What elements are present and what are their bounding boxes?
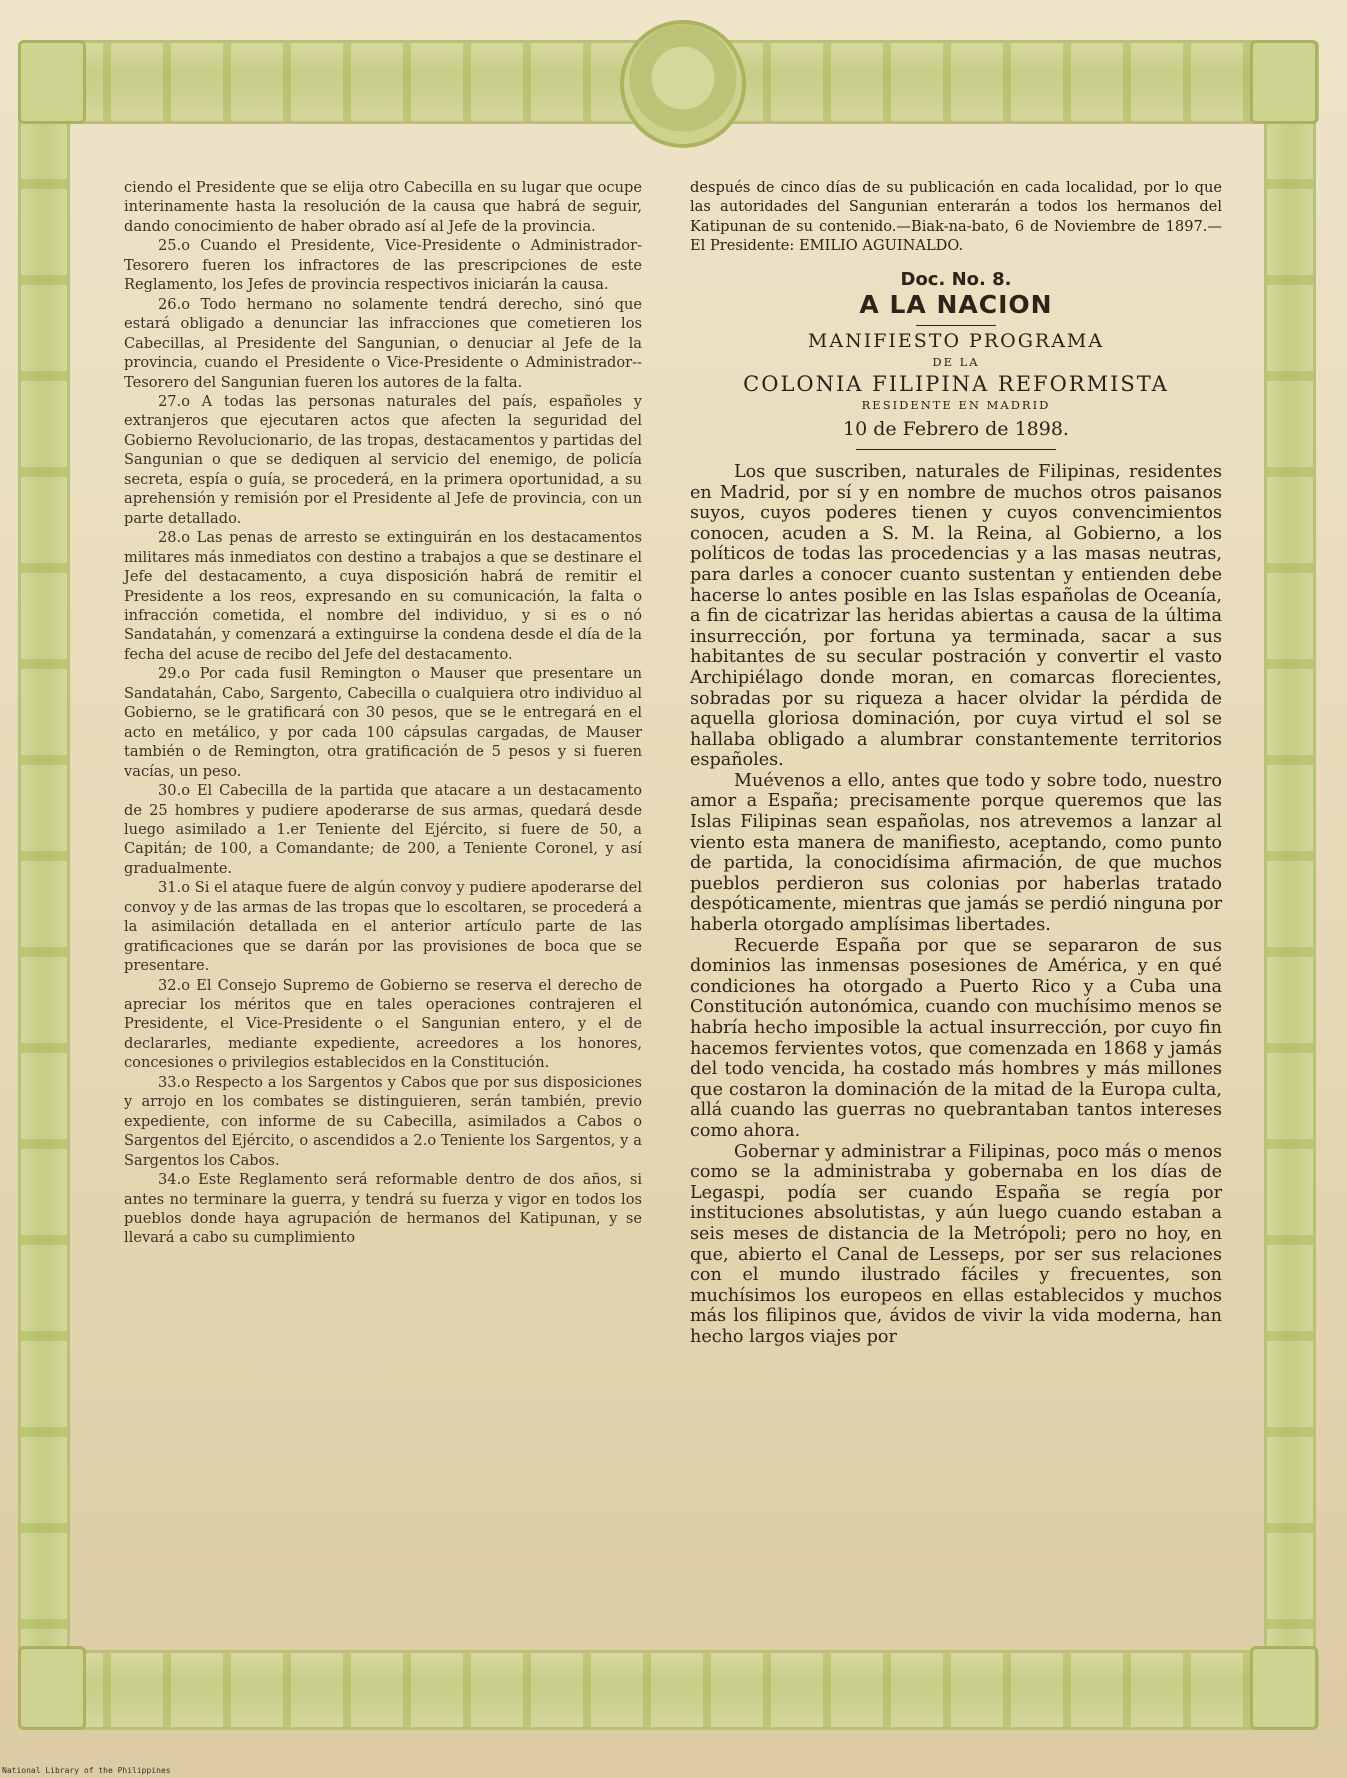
corner-ornament-top-right bbox=[1250, 40, 1318, 124]
library-credit: National Library of the Philippines bbox=[2, 1766, 171, 1775]
article-30: 30.o El Cabecilla de la partida que atacare a un destacamento de 25 hombres y pudiere apoderarse de sus armas, quedará desde luego asimilado a 1.er Teniente del Ejército, si fuere de 50, a Capitán; de 100, a Comandante; de 200, a Teniente Coronel, y así gradualmente. bbox=[124, 782, 642, 877]
portrait-medallion bbox=[620, 20, 746, 148]
divider-long bbox=[856, 449, 1056, 450]
article-continuation: ciendo el Presidente que se elija otro Cabecilla en su lugar que ocupe interinamente hasta la resolución de la causa que habrá de seguir, dando conocimiento de haber obrado así al Jefe de la provincia. bbox=[124, 179, 642, 235]
article-25: 25.o Cuando el Presidente, Vice-Presidente o Administrador-Tesorero fueren los infractores de las prescripciones de este Reglamento, los Jefes de provincia respectivos iniciarán la causa. bbox=[124, 237, 642, 294]
document-number: Doc. No. 8. bbox=[900, 268, 1012, 290]
heading-de-la: DE LA bbox=[932, 355, 980, 370]
heading-residente: RESIDENTE EN MADRID bbox=[861, 398, 1051, 413]
manifesto-paragraph: Recuerde España por que se separaron de sus dominios las inmensas posesiones de América, y en qué condiciones ha otorgado a Puerto Rico y a Cuba una Constitución autonómica, cuando con muchísimo menos se habría hecho imposible la actual insurrección, por cuyo fin hacemos fervientes votos, que comenzada en 1868 y jamás del todo vencida, ha costado más hombres y más millones que costaron la dominación de la mitad de la Europa culta, allá cuando las guerras no quebrantaban tantos intereses como ahora. bbox=[690, 935, 1222, 1141]
article-28: 28.o Las penas de arresto se extinguirán en los destacamentos militares más inmediatos con destino a trabajos a que se destinare el Jefe del destacamento, a cuya disposición habrá de remitir el Presidente a los reos, expresando en su comunicación, la falta o infracción cometida, el nombre del individuo, y si es o nó Sandatahán, y comenzará a extinguirse la condena desde el día de la fecha del acuse de recibo del Jefe del destacamento. bbox=[124, 529, 642, 663]
article-32: 32.o El Consejo Supremo de Gobierno se reserva el derecho de apreciar los méritos que en tales operaciones contrajeren el Presidente, el Vice-Presidente o el Sangunian entero, y el de declararles, mediante expediente, acreedores a los honores, concesiones o privilegios establecidos en la Constitución. bbox=[124, 976, 642, 1072]
corner-ornament-bottom-right bbox=[1250, 1646, 1318, 1730]
article-26: 26.o Todo hermano no solamente tendrá derecho, sinó que estará obligado a denunciar las infracciones que cometieren los Cabecillas, al Presidente del Sangunian, o denuciar al Jefe de la provincia, cuando el Presidente o Vice-Presidente o Administrador--Tesorero del Sangunian fueren los autores de la falta. bbox=[124, 295, 642, 391]
article-34: 34.o Este Reglamento será reformable dentro de dos años, si antes no terminare la guerra, y tendrá su fuerza y vigor en todos los pueblos donde haya agrupación de hermanos del Katipunan, y se llevará a cabo su cumplimiento bbox=[124, 1171, 642, 1247]
corner-ornament-bottom-left bbox=[18, 1646, 86, 1730]
manifesto-paragraph: Los que suscriben, naturales de Filipinas, residentes en Madrid, por sí y en nombre de muchos otros paisanos suyos, cuyos poderes tienen y cuyos convencimientos conocen, acuden a S. M. la Reina, al Gobierno, a los políticos de todas las procedencias y a las masas neutras, para darles a conocer cuanto sustentan y entienden debe hacerse lo antes posible en las Islas españolas de Oceanía, a fin de cicatrizar las heridas abiertas a causa de la última insurrección, por fortuna ya terminada, sacar a sus habitantes de su secular postración y convertir el vasto Archipiélago donde moran, en comarcas florecientes, sobradas por su riqueza a hacer olvidar la pérdida de aquella gloriosa dominación, por cuya virtud el sol se hallaba obligado a alumbrar constantemente territorios españoles. bbox=[690, 461, 1222, 771]
article-31: 31.o Si el ataque fuere de algún convoy y pudiere apoderarse del convoy y de las armas de las tropas que lo escoltaren, se procederá a la asimilación detallada en el anterior artículo parte de las gratificaciones que se darán por las provisiones de boca que se presentare. bbox=[124, 879, 642, 975]
regulation-closing: después de cinco días de su publicación en cada localidad, por lo que las autoridades del Sangunian enterarán a todos los hermanos del Katipunan de su contenido.—Biak-na-bato, 6 de Noviembre de 1897.—El Presidente: EMILIO AGUINALDO. bbox=[690, 179, 1222, 255]
divider bbox=[916, 325, 996, 326]
article-27: 27.o A todas las personas naturales del país, españoles y extranjeros que ejecutaren actos que afecten la seguridad del Gobierno Revolucionario, de las tropas, destacamentos y partidas del Sangunian o que se dediquen al servicio del enemigo, de policía secreta, espía o guía, se procederá, en la primera oportunidad, a su aprehensión y remisión por el Presidente al Jefe de provincia, con un parte detallado. bbox=[124, 392, 642, 527]
decorative-border-right bbox=[1264, 40, 1316, 1726]
corner-ornament-top-left bbox=[18, 40, 86, 124]
article-29: 29.o Por cada fusil Remington o Mauser que presentare un Sandatahán, Cabo, Sargento, Cabecilla o cualquiera otro individuo al Gobierno, se le gratificará con 30 pesos, que se le entregará en el acto en metálico, y por cada 100 cápsulas cargadas, de Mauser también o de Remington, otra gratificación de 5 pesos y si fueren vacías, un peso. bbox=[124, 665, 642, 780]
right-column bbox=[690, 178, 1222, 1348]
left-column bbox=[124, 178, 642, 1248]
manifesto-paragraph: Muévenos a ello, antes que todo y sobre todo, nuestro amor a España; precisamente porque queremos que las Islas Filipinas sean españolas, nos atrevemos a lanzar al viento esta manera de manifiesto, aceptando, como punto de partida, la conocidísima afirmación, de que muchos pueblos perdieron sus colonias por haberlas tratado despóticamente, mientras que jamás se perdió ninguna por haberla otorgado amplísimas libertades. bbox=[690, 770, 1222, 936]
article-33: 33.o Respecto a los Sargentos y Cabos que por sus disposiciones y arrojo en los combates se distinguieren, serán también, previo expediente, con informe de su Cabecilla, asimilados a Cabos o Sargentos del Ejército, o ascendidos a 2.o Teniente los Sargentos, y a Sargentos los Cabos. bbox=[124, 1073, 642, 1169]
heading-colonia: COLONIA FILIPINA REFORMISTA bbox=[743, 371, 1169, 396]
page-content bbox=[110, 150, 1238, 1645]
manifesto-paragraph: Gobernar y administrar a Filipinas, poco más o menos como se la administraba y gobernaba en los días de Legaspi, podía ser cuando España se regía por instituciones absolutistas, y aún luego cuando estaban a seis meses de distancia de la Metrópoli; pero no hoy, en que, abierto el Canal de Lesseps, por ser sus relaciones con el mundo ilustrado fáciles y frecuentes, son muchísimos los europeos en ellas establecidos y muchos más los filipinos que, ávidos de vivir la vida moderna, han hecho largos viajes por bbox=[690, 1141, 1222, 1347]
decorative-border-left bbox=[18, 40, 70, 1726]
document-title: A LA NACION bbox=[859, 290, 1053, 320]
heading-date: 10 de Febrero de 1898. bbox=[843, 417, 1069, 440]
heading-manifiesto: MANIFIESTO PROGRAMA bbox=[807, 329, 1105, 352]
decorative-border-bottom bbox=[18, 1650, 1319, 1730]
manifesto-body bbox=[690, 462, 1222, 1348]
